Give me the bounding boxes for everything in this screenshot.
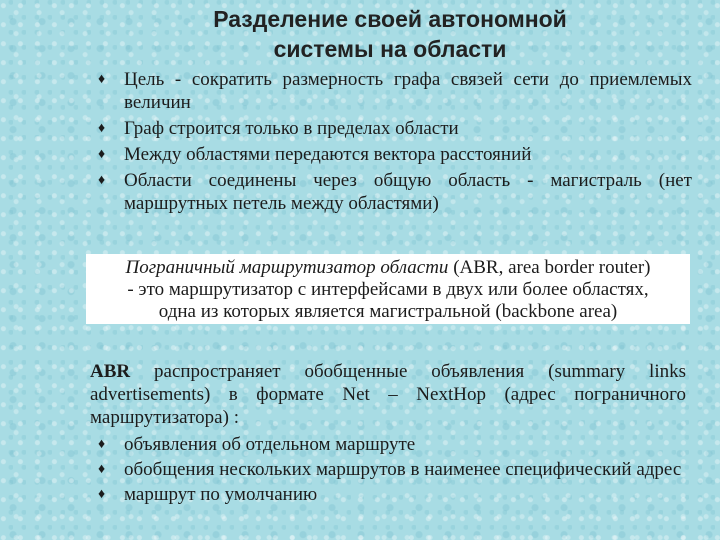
- diamond-bullet-icon: ♦: [98, 173, 106, 188]
- diamond-bullet-icon: ♦: [98, 147, 106, 162]
- diamond-bullet-icon: ♦: [98, 121, 106, 136]
- bottom-bullet-list: [88, 433, 692, 508]
- list-item-text: Цель - сократить размерность графа связей сети до приемлемых величин: [124, 69, 692, 113]
- list-item: [88, 143, 692, 166]
- list-item-text: обобщения нескольких маршрутов в наименее специфический адрес: [124, 459, 682, 480]
- slide-title-line1: Разделение своей автономной: [213, 6, 567, 32]
- slide-title: [150, 4, 630, 64]
- list-item: [88, 483, 692, 506]
- diamond-bullet-icon: ♦: [98, 487, 106, 502]
- list-item: [88, 68, 692, 114]
- list-item: [88, 458, 692, 481]
- list-item: [88, 169, 692, 215]
- abr-term: Пограничный маршрутизатор области: [125, 257, 449, 278]
- abr-paragraph: [90, 360, 686, 429]
- list-item-text: маршрут по умолчанию: [124, 484, 318, 505]
- abr-bold-term: ABR: [90, 361, 131, 382]
- list-item-text: Области соединены через общую область - магистраль (нет маршрутных петель между областями): [124, 170, 692, 214]
- list-item-text: Между областями передаются вектора расстояний: [124, 144, 532, 165]
- abr-abbreviation: (ABR, area border router): [448, 257, 651, 278]
- abr-definition-line1: [86, 257, 690, 279]
- abr-definition-line2: - это маршрутизатор с интерфейсами в двух или более областях,: [127, 279, 649, 300]
- list-item-text: Граф строится только в пределах области: [124, 118, 459, 139]
- abr-definition-line3: одна из которых является магистральной (backbone area): [158, 301, 618, 322]
- list-item: [88, 433, 692, 456]
- diamond-bullet-icon: ♦: [98, 462, 106, 477]
- abr-definition-box: [86, 254, 690, 324]
- slide-title-line2: системы на области: [273, 36, 507, 62]
- list-item: [88, 117, 692, 140]
- diamond-bullet-icon: ♦: [98, 437, 106, 452]
- top-bullet-list: [88, 68, 692, 218]
- abr-paragraph-text: распространяет обобщенные объявления (summary links advertisements) в формате Net – NextHop (адрес пограничного маршрутизатора) :: [90, 361, 686, 428]
- diamond-bullet-icon: ♦: [98, 72, 106, 87]
- list-item-text: объявления об отдельном маршруте: [124, 434, 416, 455]
